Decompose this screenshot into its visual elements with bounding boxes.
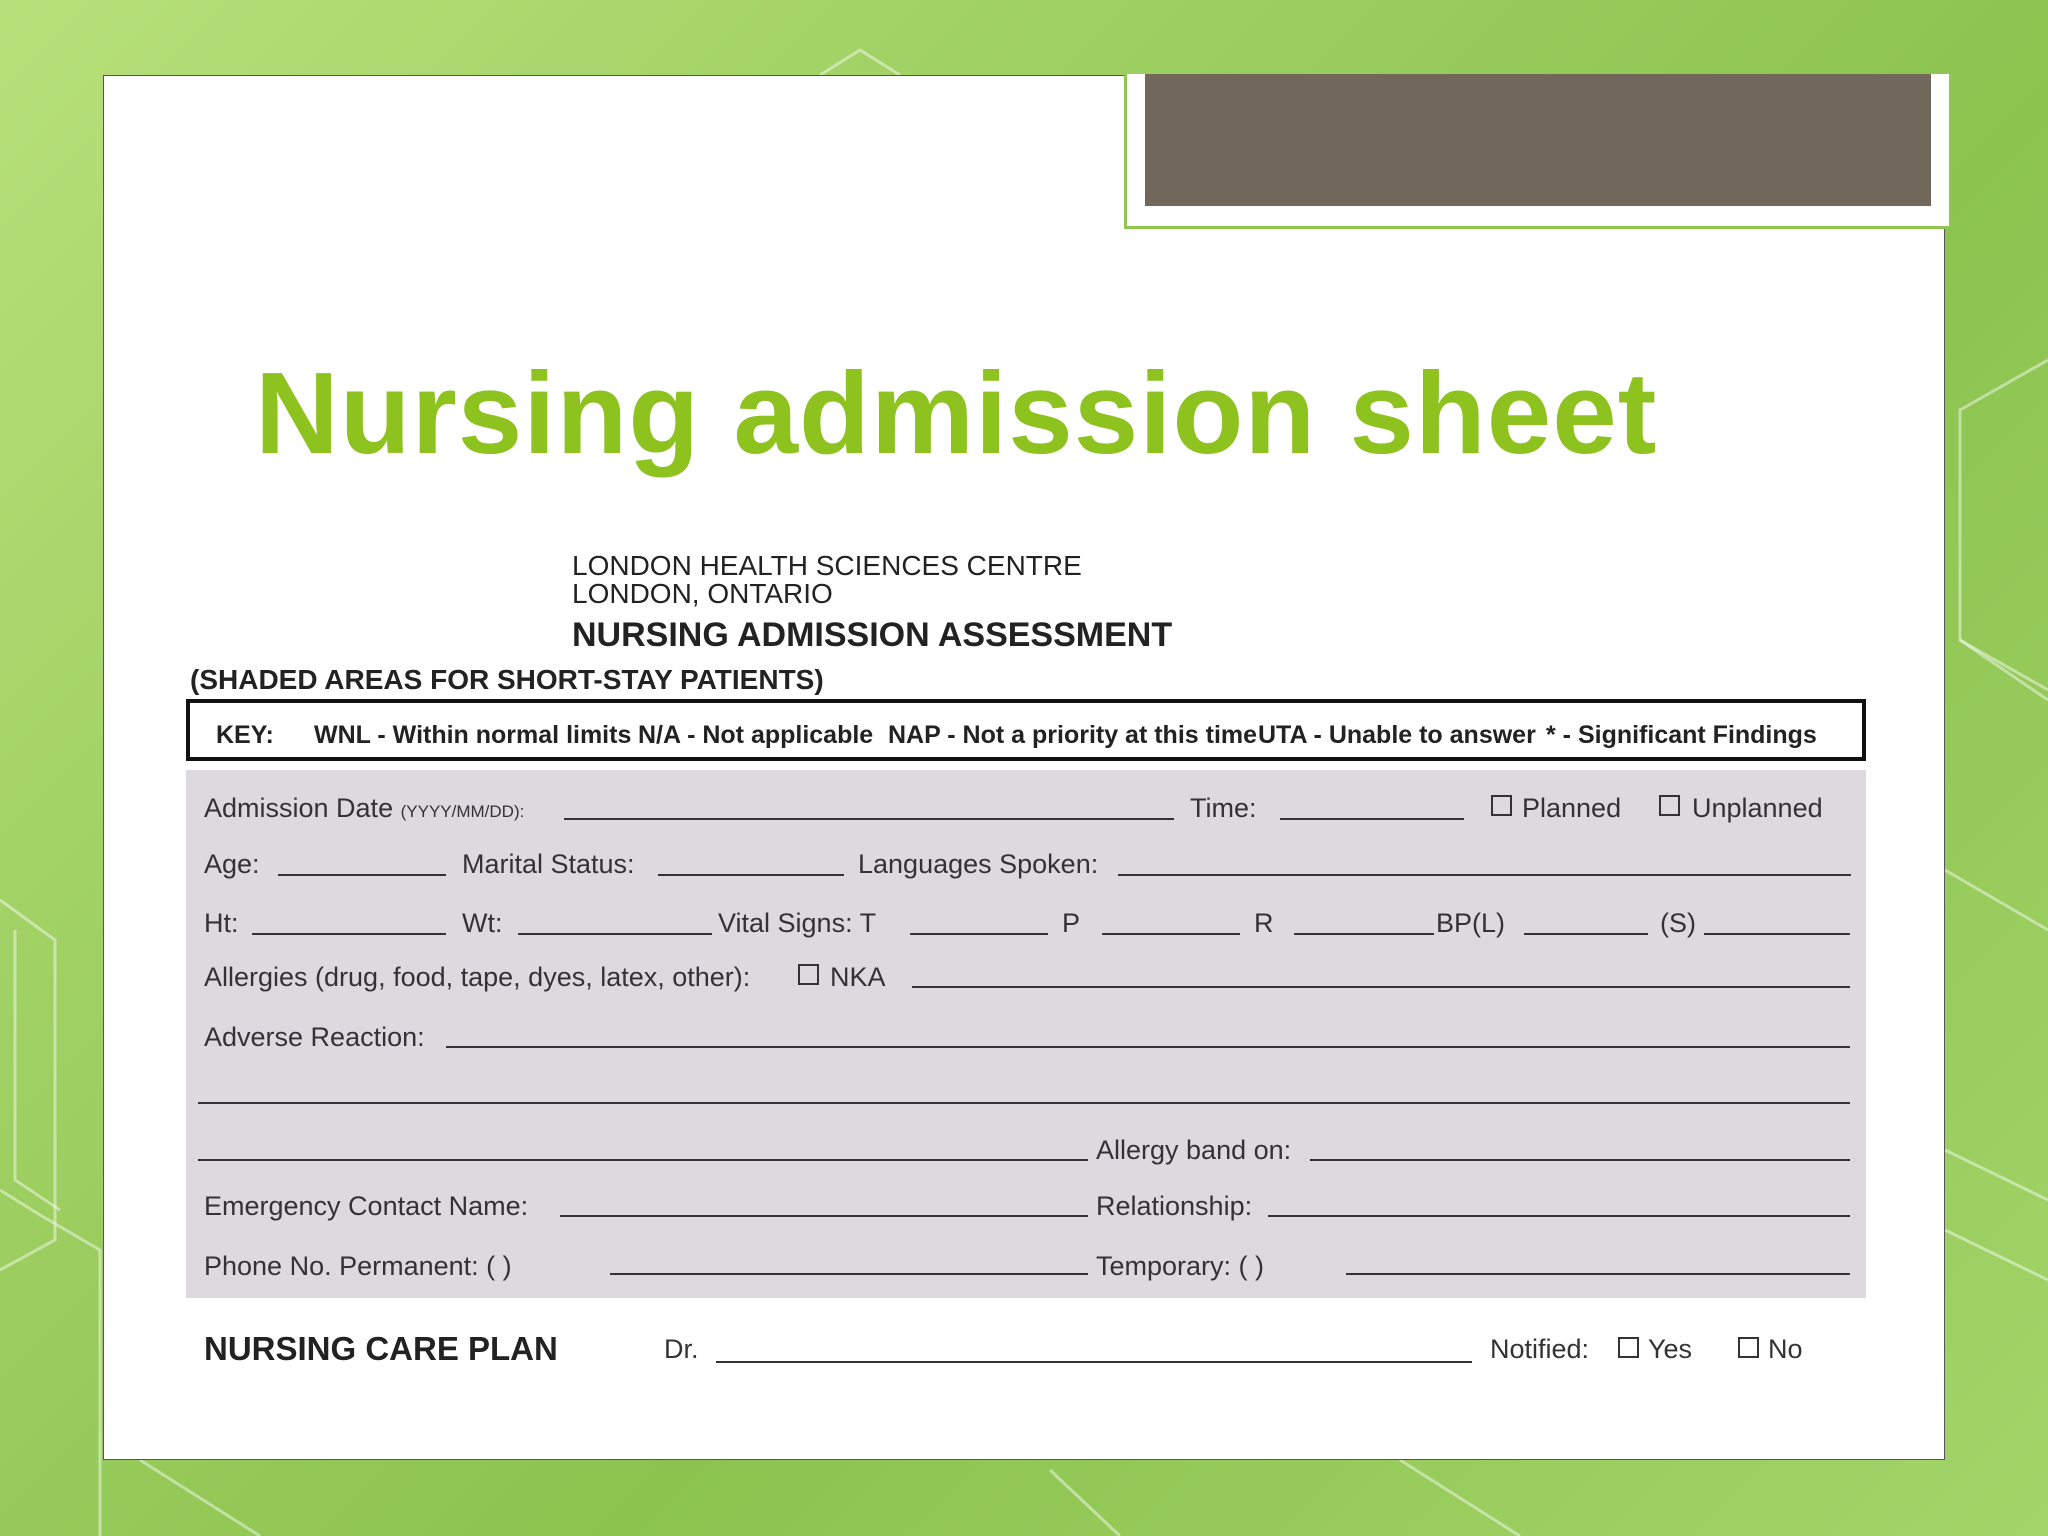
adverse-reaction-field[interactable] <box>446 1046 1850 1048</box>
key-item-nap: NAP - Not a priority at this time <box>888 721 1258 749</box>
nka-checkbox[interactable] <box>798 964 819 985</box>
form-title: NURSING ADMISSION ASSESSMENT <box>572 616 1173 654</box>
allergies-label: Allergies (drug, food, tape, dyes, latex, other): <box>204 962 751 992</box>
key-item-uta: UTA - Unable to answer <box>1258 721 1536 749</box>
phone-permanent-field[interactable] <box>610 1273 1088 1275</box>
planned-label: Planned <box>1522 793 1622 823</box>
admission-date-format: (YYYY/MM/DD): <box>400 802 525 821</box>
height-label: Ht: <box>204 908 239 938</box>
respiration-field[interactable] <box>1294 933 1434 935</box>
planned-checkbox[interactable] <box>1491 795 1512 816</box>
unplanned-label: Unplanned <box>1692 793 1823 823</box>
pulse-label: P <box>1062 908 1081 938</box>
age-label: Age: <box>204 849 260 879</box>
weight-label: Wt: <box>462 908 503 938</box>
adverse-reaction-field-2[interactable] <box>198 1102 1850 1104</box>
slide-title: Nursing admission sheet <box>255 348 1658 478</box>
institution-city: LONDON, ONTARIO <box>572 578 833 609</box>
shaded-areas-note: (SHADED AREAS FOR SHORT-STAY PATIENTS) <box>190 664 824 695</box>
bp-standing-label: (S) <box>1660 908 1696 938</box>
phone-temporary-field[interactable] <box>1346 1273 1850 1275</box>
doctor-label: Dr. <box>664 1334 699 1364</box>
phone-permanent-label: Phone No. Permanent: ( ) <box>204 1251 512 1281</box>
adverse-reaction-field-3[interactable] <box>198 1159 1088 1161</box>
emergency-contact-field[interactable] <box>560 1215 1088 1217</box>
bp-lying-field[interactable] <box>1524 933 1648 935</box>
marital-status-field[interactable] <box>658 874 844 876</box>
doctor-field[interactable] <box>716 1361 1472 1363</box>
weight-field[interactable] <box>518 933 712 935</box>
key-item-significant: * - Significant Findings <box>1546 721 1817 749</box>
time-label: Time: <box>1190 793 1257 823</box>
key-item-na: N/A - Not applicable <box>638 721 874 749</box>
nursing-care-plan-label: NURSING CARE PLAN <box>204 1330 558 1367</box>
bp-standing-field[interactable] <box>1704 933 1850 935</box>
admission-date-label <box>204 793 524 824</box>
allergy-band-field[interactable] <box>1310 1159 1850 1161</box>
unplanned-checkbox[interactable] <box>1659 795 1680 816</box>
marital-status-label: Marital Status: <box>462 849 635 879</box>
respiration-label: R <box>1254 908 1274 938</box>
adverse-reaction-label: Adverse Reaction: <box>204 1022 425 1052</box>
relationship-field[interactable] <box>1268 1215 1850 1217</box>
pulse-field[interactable] <box>1102 933 1240 935</box>
languages-spoken-field[interactable] <box>1118 874 1851 876</box>
age-field[interactable] <box>278 874 446 876</box>
allergies-field[interactable] <box>912 986 1850 988</box>
notified-yes-checkbox[interactable] <box>1618 1337 1639 1358</box>
key-label: KEY: <box>216 721 274 749</box>
admission-date-text: Admission Date <box>204 793 394 823</box>
time-field[interactable] <box>1280 818 1464 820</box>
key-legend <box>186 699 1866 761</box>
temperature-field[interactable] <box>910 933 1048 935</box>
allergy-band-label: Allergy band on: <box>1096 1135 1292 1165</box>
emergency-contact-label: Emergency Contact Name: <box>204 1191 529 1221</box>
notified-no-checkbox[interactable] <box>1738 1337 1759 1358</box>
notified-no-label: No <box>1768 1334 1803 1364</box>
key-item-wnl: WNL - Within normal limits <box>314 721 632 749</box>
nka-label: NKA <box>830 962 886 992</box>
bp-lying-label: BP(L) <box>1436 908 1506 938</box>
notified-label: Notified: <box>1490 1334 1590 1364</box>
phone-temporary-label: Temporary: ( ) <box>1096 1251 1265 1281</box>
vital-signs-temp-label: Vital Signs: T <box>718 908 877 938</box>
admission-date-field[interactable] <box>564 818 1174 820</box>
institution-name: LONDON HEALTH SCIENCES CENTRE <box>572 550 1082 581</box>
notified-yes-label: Yes <box>1648 1334 1693 1364</box>
languages-spoken-label: Languages Spoken: <box>858 849 1099 879</box>
height-field[interactable] <box>252 933 446 935</box>
relationship-label: Relationship: <box>1096 1191 1253 1221</box>
